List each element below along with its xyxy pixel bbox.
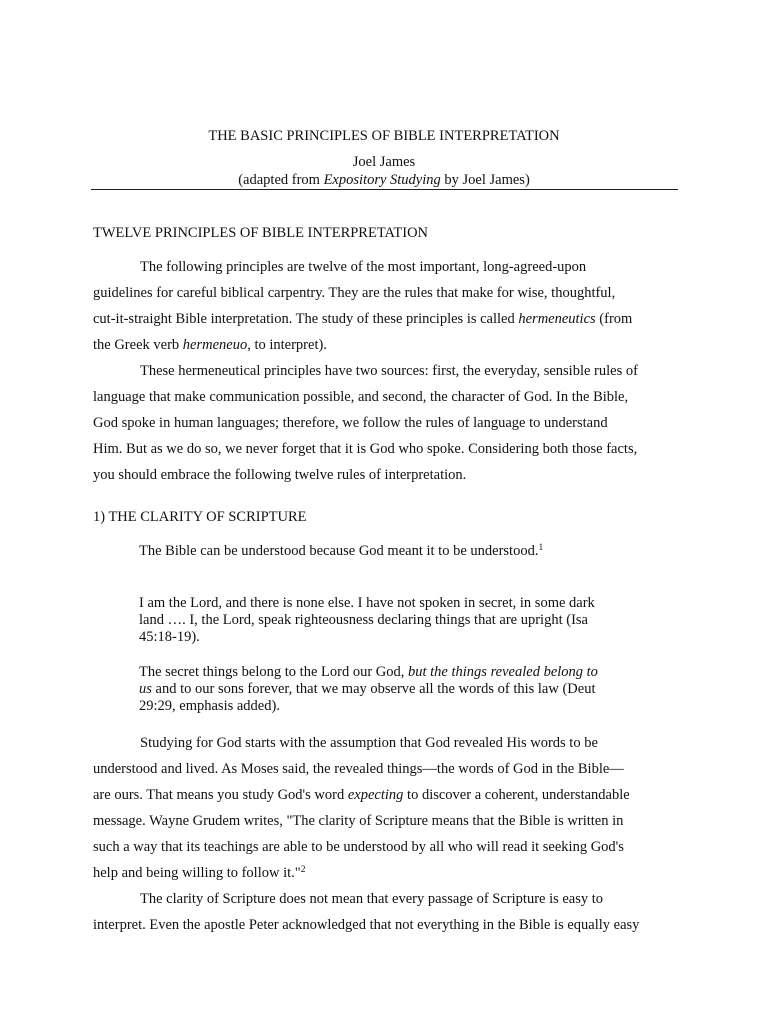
text-line: are ours. That means you study God's word expecting to discover a coherent, understandable [93, 787, 630, 803]
italic-term: expecting [347, 787, 404, 803]
intro-paragraph-2 [93, 358, 685, 488]
block-quote-isaiah [139, 595, 659, 646]
section-heading: TWELVE PRINCIPLES OF BIBLE INTERPRETATION [93, 225, 429, 241]
author-name: Joel James [352, 154, 416, 170]
intro-paragraph-1 [93, 254, 685, 358]
text-line: 29:29, emphasis added). [139, 698, 280, 714]
text-line: understood and lived. As Moses said, the revealed things—the words of God in the Bible— [93, 761, 624, 777]
italic-term: hermeneutics [518, 311, 596, 327]
principle-lead: The Bible can be understood because God meant it to be understood.$^1$ [139, 543, 544, 559]
text-line: land …. I, the Lord, speak righteousness declaring things that are upright (Isa [139, 612, 588, 628]
text-line: us and to our sons forever, that we may observe all the words of this law (Deut [139, 681, 596, 697]
adapted-prefix: (adapted from [238, 172, 324, 188]
principle-heading: 1) THE CLARITY OF SCRIPTURE [93, 509, 307, 525]
text-line: Him. But as we do so, we never forget that it is God who spoke. Considering both those facts, [93, 441, 638, 457]
text-line: the Greek verb hermeneuo, to interpret). [93, 337, 327, 353]
footnote-marker: 1 [538, 543, 544, 553]
text-line: help and being willing to follow it."$^2$ [93, 865, 306, 881]
text-line: 45:18-19). [139, 629, 200, 645]
text-line: language that make communication possible, and second, the character of God. In the Bible, [93, 389, 629, 405]
principle-paragraph-2 [93, 886, 685, 938]
text-line: I am the Lord, and there is none else. I have not spoken in secret, in some dark [139, 595, 595, 611]
text-line: interpret. Even the apostle Peter acknowledged that not everything in the Bible is equally easy [93, 917, 640, 933]
text-line: guidelines for careful biblical carpentry. They are the rules that make for wise, thoughtful, [93, 285, 616, 301]
emphasis-text: us [139, 681, 152, 697]
text-line: The following principles are twelve of the most important, long-agreed-upon [140, 259, 587, 275]
adapted-suffix: by Joel James) [440, 172, 530, 188]
title-divider [91, 189, 678, 190]
emphasis-text: but the things revealed belong to [408, 664, 598, 680]
footnote-marker: 2 [300, 865, 306, 875]
text-line: The secret things belong to the Lord our God, but the things revealed belong to [139, 664, 598, 680]
block-quote-deuteronomy [139, 664, 659, 715]
document-title: THE BASIC PRINCIPLES OF BIBLE INTERPRETATION [208, 128, 560, 144]
text-line: Studying for God starts with the assumption that God revealed His words to be [140, 735, 598, 751]
italic-term: hermeneuo [182, 337, 248, 353]
text-line: The clarity of Scripture does not mean that every passage of Scripture is easy to [140, 891, 604, 907]
adapted-from-line [0, 171, 768, 189]
text-line: message. Wayne Grudem writes, "The clarity of Scripture means that the Bible is written in [93, 813, 624, 829]
text-line: cut-it-straight Bible interpretation. The study of these principles is called hermeneutics (from [93, 311, 633, 327]
principle-paragraph-1 [93, 730, 685, 886]
text-line: such a way that its teachings are able to be understood by all who will read it seeking God's [93, 839, 624, 855]
text-line: These hermeneutical principles have two sources: first, the everyday, sensible rules of [140, 363, 638, 379]
adapted-book-title: Expository Studying [323, 172, 441, 188]
text-line: God spoke in human languages; therefore, we follow the rules of language to understand [93, 415, 608, 431]
text-line: you should embrace the following twelve rules of interpretation. [93, 467, 467, 483]
